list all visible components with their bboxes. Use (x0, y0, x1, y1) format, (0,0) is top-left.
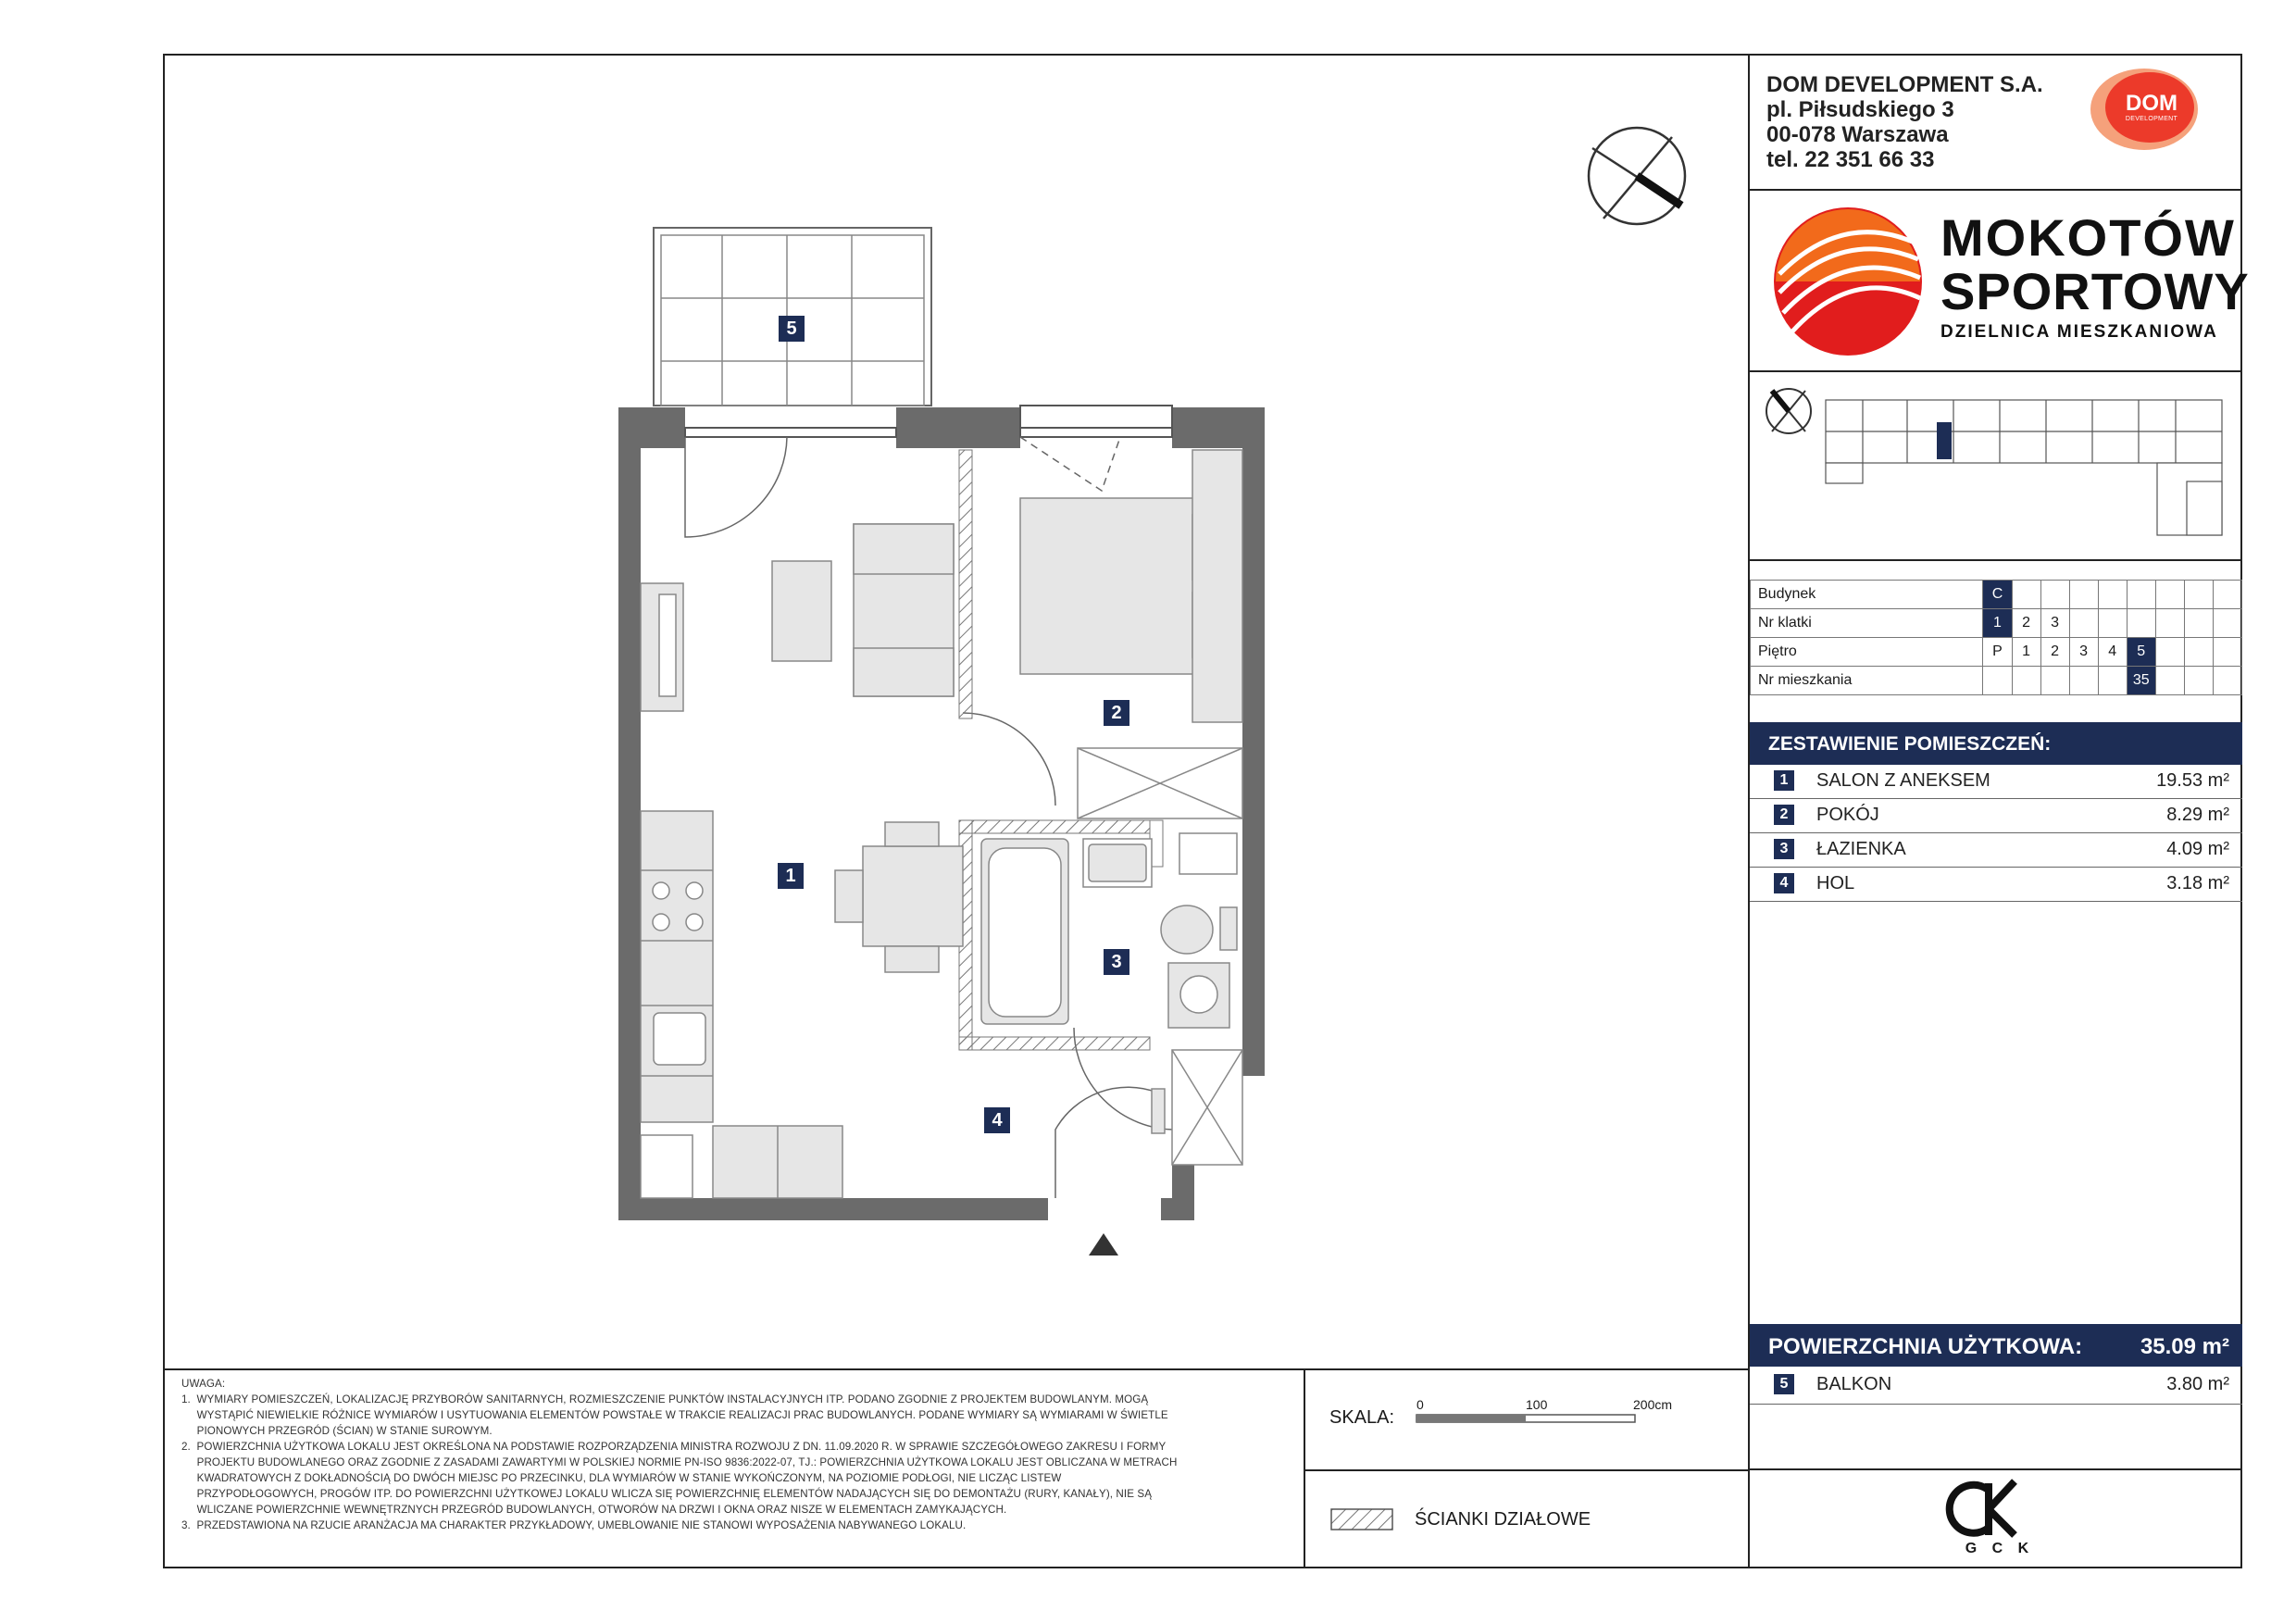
dom-logo-text: DOM DEVELOPMENT (2125, 91, 2178, 122)
balcony-row-name: BALKON (1816, 1374, 1892, 1394)
location-row (1751, 581, 2242, 609)
room-number: 2 (1774, 805, 1794, 825)
location-cell (2040, 581, 2069, 609)
notes-line: 3. PRZEDSTAWIONA NA RZUCIE ARANŻACJA MA CHARAKTER PRZYKŁADOWY, UMEBLOWANIE NIE STANOWI WYPOSAŻENIA NABYWANEGO LOKALU. (181, 1519, 967, 1531)
location-cell (2012, 667, 2040, 695)
room-number: 4 (1774, 873, 1794, 893)
room-area: 3.18 m² (2166, 873, 2229, 893)
notes-line: 1. WYMIARY POMIESZCZEŃ, LOKALIZACJĘ PRZYBORÓW SANITARNYCH, ROZMIESZCZENIE PUNKTÓW INSTALACYJNYCH ITP. PODANO ZGODNIE Z PROJEKTEM BUDOWLANYM. MOGĄ (181, 1393, 1149, 1405)
location-cell (2184, 609, 2213, 638)
location-row-label: Nr klatki (1751, 609, 1983, 638)
scale-label: SKALA: (1329, 1407, 1395, 1428)
notes-line: PRZYPODŁOGOWYCH, PROGÓW ITP. DO POWIERZCHNI UŻYTKOWEJ LOKALU WLICZA SIĘ POWIERZCHNIĘ ELEMENTÓW NADAJĄCYCH SIĘ DO DEMONTAŻU (RURY, KANAŁY), NIE SĄ (181, 1488, 1153, 1500)
balcony-row (1750, 1368, 2242, 1405)
room-area: 8.29 m² (2166, 805, 2229, 825)
location-cell (2069, 667, 2098, 695)
gck-logo (1950, 1481, 2015, 1535)
gck-letters: G C K (1965, 1541, 2035, 1556)
location-cell (2213, 581, 2241, 609)
location-cell (2155, 667, 2184, 695)
notes-line: PIONOWYCH PRZEGRÓD (ŚCIAN) W STANIE SUROWYM. (181, 1425, 493, 1437)
plan-label-bathroom: 3 (1104, 949, 1129, 975)
plan-label-living: 1 (778, 863, 804, 889)
gck-divider (1748, 1468, 2242, 1470)
project-divider (1748, 370, 2242, 372)
location-cell: C (1983, 581, 2012, 609)
balcony-row-number: 5 (1774, 1374, 1794, 1394)
mokotow-sportowy-logo (1774, 207, 1922, 356)
keyplan-compass-icon (1766, 389, 1811, 433)
scale-tick-200: 200cm (1633, 1397, 1673, 1412)
location-cell (2069, 609, 2098, 638)
location-row (1751, 609, 2242, 638)
location-cell (1983, 667, 2012, 695)
company-address-line2: 00-078 Warszawa (1766, 122, 1949, 147)
location-cell (2098, 581, 2127, 609)
location-cell (2012, 581, 2040, 609)
location-cell (2184, 581, 2213, 609)
location-cell (2098, 667, 2127, 695)
scale-tick-0: 0 (1416, 1397, 1424, 1412)
location-cell: 2 (2040, 638, 2069, 667)
location-cell: P (1983, 638, 2012, 667)
location-cell (2213, 667, 2241, 695)
notes-line: WYSTĄPIĆ NIEWIELKIE RÓŻNICE WYMIARÓW I USYTUOWANIA ELEMENTÓW POWSTAŁE W TRAKCIE REALIZACJI PRAC BUDOWLANYCH. PODANE WYMIARY SĄ WYMIARAMI W ŚWIETLE (181, 1409, 1168, 1421)
location-cell: 4 (2098, 638, 2127, 667)
location-row (1751, 638, 2242, 667)
company-address-line1: pl. Piłsudskiego 3 (1766, 97, 1954, 122)
location-cell: 1 (1983, 609, 2012, 638)
legend-hatch-swatch (1331, 1509, 1392, 1530)
location-cell (2127, 609, 2155, 638)
room-row (1750, 799, 2242, 833)
company-info (1766, 72, 2044, 172)
location-cell (2098, 609, 2127, 638)
compass-icon (1589, 128, 1685, 224)
room-name: HOL (1816, 873, 1855, 893)
location-cell: 3 (2069, 638, 2098, 667)
location-table (1750, 580, 2242, 695)
entrance-arrow-icon (1089, 1233, 1118, 1255)
room-name: POKÓJ (1816, 805, 1879, 825)
location-cell: 5 (2127, 638, 2155, 667)
usable-area-label: POWIERZCHNIA UŻYTKOWA: (1768, 1334, 2083, 1359)
location-cell (2184, 638, 2213, 667)
location-cell (2155, 638, 2184, 667)
project-title: MOKOTÓW SPORTOWY DZIELNICA MIESZKANIOWA (1940, 208, 2250, 342)
notes-block (181, 1376, 1292, 1533)
company-phone: tel. 22 351 66 33 (1766, 147, 1935, 172)
plan-label-balcony: 5 (779, 316, 805, 342)
location-cell: 2 (2012, 609, 2040, 638)
plan-label-bedroom: 2 (1104, 700, 1129, 726)
room-number: 1 (1774, 770, 1794, 791)
usable-area-value: 35.09 m² (2140, 1334, 2229, 1359)
room-row (1750, 833, 2242, 868)
scale-tick-100: 100 (1526, 1397, 1548, 1412)
location-row-label: Budynek (1751, 581, 1983, 609)
location-cell (2155, 581, 2184, 609)
notes-line: KWADRATOWYCH Z DOKŁADNOŚCIĄ DO DWÓCH MIEJSC PO PRZECINKU, DLA WYMIARÓW W STANIE WYKOŃCZONYM, NA POZIOMIE PODŁOGI, NIE LICZĄC LISTEW (181, 1472, 1062, 1484)
room-number: 3 (1774, 839, 1794, 859)
notes-line: PROJEKTU BUDOWLANEGO ORAZ ZGODNIE Z ZASADAMI ZAWARTYMI W POLSKIEJ NORMIE PN-ISO 9836:2022-07, TJ.: POWIERZCHNIA UŻYTKOWA LOKALU JEST OBLICZANA W METRACH (181, 1456, 1178, 1468)
notes-line: WLICZANE POWIERZCHNIE WEWNĘTRZNYCH PRZEGRÓD BUDOWLANYCH, OTWORÓW NA DRZWI I OKNA ORAZ NISZE W ELEMENTACH ZAMYKAJĄCYCH. (181, 1504, 1007, 1516)
usable-area-bar (1750, 1324, 2242, 1367)
location-cell: 35 (2127, 667, 2155, 695)
room-row (1750, 765, 2242, 799)
keyplan-divider (1748, 559, 2242, 561)
location-cell (2127, 581, 2155, 609)
plan-label-hall: 4 (984, 1107, 1010, 1133)
location-row-label: Piętro (1751, 638, 1983, 667)
company-name: DOM DEVELOPMENT S.A. (1766, 72, 2043, 97)
location-row (1751, 667, 2242, 695)
legend-walls-label: ŚCIANKI DZIAŁOWE (1415, 1509, 1591, 1530)
rooms-list (1750, 765, 2242, 902)
location-row-label: Nr mieszkania (1751, 667, 1983, 695)
rooms-header: ZESTAWIENIE POMIESZCZEŃ: (1750, 722, 2242, 765)
building-keyplan (1826, 400, 2222, 535)
location-cell: 1 (2012, 638, 2040, 667)
room-name: SALON Z ANEKSEM (1816, 770, 1990, 791)
location-cell (2184, 667, 2213, 695)
room-name: ŁAZIENKA (1816, 839, 1906, 859)
room-area: 4.09 m² (2166, 839, 2229, 859)
location-cell: 3 (2040, 609, 2069, 638)
balcony-row-area: 3.80 m² (2166, 1374, 2229, 1394)
company-divider (1748, 189, 2242, 191)
scale-bar (1416, 1415, 1635, 1422)
location-cell (2155, 609, 2184, 638)
location-cell (2213, 638, 2241, 667)
location-cell (2040, 667, 2069, 695)
room-area: 19.53 m² (2156, 770, 2229, 791)
location-cell (2213, 609, 2241, 638)
notes-title: UWAGA: (181, 1378, 226, 1390)
location-cell (2069, 581, 2098, 609)
room-row (1750, 868, 2242, 902)
notes-line: 2. POWIERZCHNIA UŻYTKOWA LOKALU JEST OKREŚLONA NA PODSTAWIE ROZPORZĄDZENIA MINISTRA ROZWOJU Z DN. 11.09.2020 R. W SPRAWIE SZCZEGÓŁOWEGO ZAKRESU I FORMY (181, 1441, 1167, 1453)
